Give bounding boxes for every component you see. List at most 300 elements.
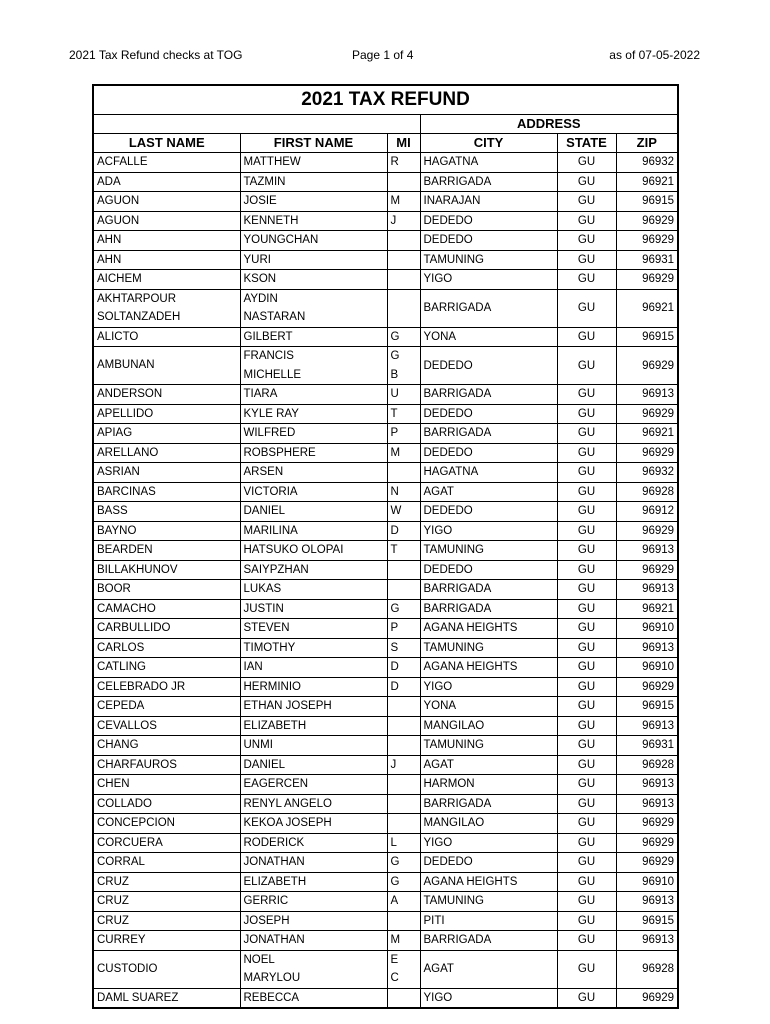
last-name-cell-line: CATLING [97, 661, 146, 673]
city-cell: BARRIGADA [420, 580, 557, 600]
last-name-cell [93, 853, 240, 873]
first-name-cell-line: TAZMIN [243, 175, 286, 188]
zip-cell: 96915 [616, 911, 678, 931]
state-cell: GU [557, 192, 616, 212]
first-name-cell-line: MARILINA [243, 524, 298, 537]
table-row [93, 289, 678, 327]
last-name-cell [93, 153, 240, 173]
first-name-cell-line: RENYL ANGELO [243, 797, 332, 810]
first-name-cell-line: KYLE RAY [243, 407, 299, 420]
last-name-cell-line: SOLTANZADEH [97, 311, 181, 323]
first-name-cell-line: FRANCIS [243, 350, 294, 362]
table-row [93, 794, 678, 814]
first-name-cell [240, 463, 387, 483]
first-name-cell [240, 521, 387, 541]
middle-initial-cell [387, 697, 420, 717]
city-cell: AGAT [420, 950, 557, 988]
table-row [93, 988, 678, 1008]
last-name-cell [93, 443, 240, 463]
first-name-cell-line: YURI [243, 253, 271, 266]
city-cell: BARRIGADA [420, 385, 557, 405]
first-name-cell-line: ELIZABETH [243, 719, 307, 732]
middle-initial-cell-line: M [390, 934, 401, 946]
first-name-cell [240, 658, 387, 678]
page-header-left: 2021 Tax Refund checks at TOG [69, 48, 243, 62]
first-name-cell [240, 153, 387, 173]
middle-initial-cell [387, 658, 420, 678]
last-name-cell [93, 385, 240, 405]
first-name-cell-line: GERRIC [243, 895, 289, 907]
column-header-zip: ZIP [616, 134, 678, 153]
table-row [93, 270, 678, 290]
table-row [93, 814, 678, 834]
first-name-cell [240, 892, 387, 912]
table-row [93, 521, 678, 541]
city-cell: AGANA HEIGHTS [420, 658, 557, 678]
zip-cell: 96910 [616, 619, 678, 639]
last-name-cell [93, 192, 240, 212]
state-cell: GU [557, 833, 616, 853]
middle-initial-cell-line: E [390, 953, 399, 966]
table-row [93, 599, 678, 619]
table-row [93, 347, 678, 385]
zip-cell: 96913 [616, 892, 678, 912]
state-cell: GU [557, 347, 616, 385]
first-name-cell [240, 424, 387, 444]
state-cell: GU [557, 755, 616, 775]
middle-initial-cell [387, 327, 420, 347]
table-row [93, 892, 678, 912]
middle-initial-cell [387, 638, 420, 658]
middle-initial-cell-line: D [390, 680, 399, 693]
first-name-cell [240, 814, 387, 834]
last-name-cell-line: ACFALLE [97, 156, 148, 168]
zip-cell: 96929 [616, 270, 678, 290]
first-name-cell [240, 250, 387, 270]
state-cell: GU [557, 677, 616, 697]
middle-initial-cell [387, 988, 420, 1008]
middle-initial-cell-line: M [390, 446, 401, 459]
state-cell: GU [557, 521, 616, 541]
city-cell: BARRIGADA [420, 599, 557, 619]
last-name-cell-line: ADA [97, 175, 121, 188]
last-name-cell-line: AGUON [97, 214, 140, 227]
first-name-cell-line: MATTHEW [243, 156, 301, 168]
first-name-cell [240, 580, 387, 600]
zip-cell: 96929 [616, 231, 678, 251]
state-cell: GU [557, 697, 616, 717]
city-cell: DEDEDO [420, 404, 557, 424]
table-row [93, 404, 678, 424]
first-name-cell-line: JONATHAN [243, 856, 305, 868]
zip-cell: 96929 [616, 211, 678, 231]
first-name-cell-line: DANIEL [243, 758, 286, 771]
middle-initial-cell [387, 677, 420, 697]
last-name-cell [93, 599, 240, 619]
first-name-cell [240, 327, 387, 347]
last-name-cell [93, 521, 240, 541]
middle-initial-cell [387, 619, 420, 639]
table-row [93, 950, 678, 988]
city-cell: DEDEDO [420, 211, 557, 231]
last-name-cell [93, 872, 240, 892]
zip-cell: 96929 [616, 347, 678, 385]
table-row [93, 541, 678, 561]
zip-cell: 96913 [616, 716, 678, 736]
first-name-cell-line: YOUNGCHAN [243, 234, 319, 246]
middle-initial-cell-line: T [390, 544, 398, 556]
state-cell: GU [557, 892, 616, 912]
state-cell: GU [557, 424, 616, 444]
table-row [93, 443, 678, 463]
first-name-cell-line: EAGERCEN [243, 778, 309, 790]
last-name-cell [93, 814, 240, 834]
middle-initial-cell-line: P [390, 622, 399, 634]
last-name-cell [93, 250, 240, 270]
table-row [93, 716, 678, 736]
city-cell: BARRIGADA [420, 289, 557, 327]
state-cell: GU [557, 988, 616, 1008]
zip-cell: 96932 [616, 153, 678, 173]
middle-initial-cell [387, 872, 420, 892]
first-name-cell [240, 172, 387, 192]
city-cell: DEDEDO [420, 560, 557, 580]
state-cell: GU [557, 231, 616, 251]
city-cell: MANGILAO [420, 814, 557, 834]
city-cell: AGANA HEIGHTS [420, 619, 557, 639]
last-name-cell [93, 794, 240, 814]
first-name-cell [240, 231, 387, 251]
first-name-cell [240, 755, 387, 775]
middle-initial-cell-line: L [390, 836, 397, 849]
middle-initial-cell [387, 404, 420, 424]
state-cell: GU [557, 872, 616, 892]
table-body [93, 153, 678, 1009]
city-cell: YIGO [420, 521, 557, 541]
table-row [93, 580, 678, 600]
first-name-cell [240, 638, 387, 658]
first-name-cell [240, 853, 387, 873]
first-name-cell [240, 619, 387, 639]
first-name-cell [240, 736, 387, 756]
first-name-cell-line: STEVEN [243, 622, 290, 634]
last-name-cell-line: CUSTODIO [97, 962, 158, 975]
zip-cell: 96915 [616, 327, 678, 347]
middle-initial-cell-line: U [390, 388, 399, 400]
zip-cell: 96932 [616, 463, 678, 483]
first-name-cell [240, 697, 387, 717]
middle-initial-cell-line: C [390, 972, 399, 984]
table-row [93, 736, 678, 756]
middle-initial-cell [387, 385, 420, 405]
first-name-cell-line: TIARA [243, 388, 278, 400]
city-cell: DEDEDO [420, 502, 557, 522]
table-row [93, 833, 678, 853]
city-cell: BARRIGADA [420, 931, 557, 951]
middle-initial-cell [387, 560, 420, 580]
first-name-cell-line: JOSIE [243, 195, 277, 207]
middle-initial-cell-line: G [390, 330, 400, 343]
last-name-cell [93, 638, 240, 658]
zip-cell: 96913 [616, 385, 678, 405]
middle-initial-cell-line: R [390, 156, 399, 168]
table-row [93, 911, 678, 931]
city-cell: MANGILAO [420, 716, 557, 736]
last-name-cell-line: BARCINAS [97, 485, 156, 498]
first-name-cell [240, 560, 387, 580]
state-cell: GU [557, 327, 616, 347]
last-name-cell-line: AHN [97, 253, 122, 266]
first-name-cell-line: ETHAN JOSEPH [243, 700, 332, 712]
table-row [93, 327, 678, 347]
address-group-header: ADDRESS [420, 115, 678, 134]
city-cell: TAMUNING [420, 541, 557, 561]
column-header-mi: MI [387, 134, 420, 153]
state-cell: GU [557, 443, 616, 463]
middle-initial-cell [387, 172, 420, 192]
middle-initial-cell [387, 794, 420, 814]
last-name-cell [93, 775, 240, 795]
last-name-cell-line: CAMACHO [97, 602, 156, 615]
table-row [93, 250, 678, 270]
last-name-cell [93, 658, 240, 678]
zip-cell: 96929 [616, 853, 678, 873]
last-name-cell-line: AMBUNAN [97, 359, 155, 372]
last-name-cell [93, 950, 240, 988]
last-name-cell [93, 502, 240, 522]
zip-cell: 96910 [616, 872, 678, 892]
last-name-cell [93, 911, 240, 931]
last-name-cell-line: CRUZ [97, 914, 129, 927]
last-name-cell-line: ARELLANO [97, 446, 159, 459]
middle-initial-cell [387, 931, 420, 951]
middle-initial-cell [387, 153, 420, 173]
last-name-cell-line: ANDERSON [97, 388, 163, 400]
first-name-cell-line: MARYLOU [243, 972, 301, 984]
last-name-cell-line: CORRAL [97, 856, 145, 868]
middle-initial-cell-line: B [390, 368, 399, 381]
last-name-cell-line: AICHEM [97, 273, 142, 285]
state-cell: GU [557, 463, 616, 483]
middle-initial-cell-line: G [390, 856, 400, 868]
first-name-cell-line: SAIYPZHAN [243, 563, 309, 576]
middle-initial-cell-line: S [390, 641, 399, 654]
state-cell: GU [557, 172, 616, 192]
last-name-cell-line: AHN [97, 234, 122, 246]
state-cell: GU [557, 289, 616, 327]
last-name-cell [93, 755, 240, 775]
middle-initial-cell [387, 424, 420, 444]
last-name-cell-line: COLLADO [97, 797, 152, 810]
state-cell: GU [557, 619, 616, 639]
table-row [93, 560, 678, 580]
city-cell: AGANA HEIGHTS [420, 872, 557, 892]
table-row [93, 482, 678, 502]
city-cell: YONA [420, 697, 557, 717]
city-cell: TAMUNING [420, 736, 557, 756]
zip-cell: 96915 [616, 697, 678, 717]
first-name-cell-line: TIMOTHY [243, 641, 296, 654]
city-cell: TAMUNING [420, 638, 557, 658]
table-row [93, 619, 678, 639]
tax-refund-table [92, 84, 679, 1009]
middle-initial-cell [387, 192, 420, 212]
last-name-cell-line: CHEN [97, 778, 130, 790]
last-name-cell [93, 697, 240, 717]
first-name-cell-line: NOEL [243, 953, 275, 966]
middle-initial-cell-line: T [390, 407, 398, 420]
first-name-cell [240, 385, 387, 405]
table-row [93, 192, 678, 212]
group-header-row [93, 115, 678, 134]
first-name-cell [240, 794, 387, 814]
zip-cell: 96913 [616, 580, 678, 600]
last-name-cell-line: AGUON [97, 195, 140, 207]
first-name-cell [240, 716, 387, 736]
last-name-cell-line: BAYNO [97, 524, 137, 537]
column-header-state: STATE [557, 134, 616, 153]
first-name-cell-line: ARSEN [243, 466, 284, 478]
last-name-cell [93, 231, 240, 251]
middle-initial-cell [387, 482, 420, 502]
city-cell: HARMON [420, 775, 557, 795]
city-cell: BARRIGADA [420, 172, 557, 192]
first-name-cell-line: ROBSPHERE [243, 446, 316, 459]
middle-initial-cell [387, 911, 420, 931]
last-name-cell-line: CHARFAUROS [97, 758, 177, 771]
first-name-cell [240, 872, 387, 892]
first-name-cell [240, 541, 387, 561]
last-name-cell [93, 892, 240, 912]
city-cell: TAMUNING [420, 250, 557, 270]
last-name-cell [93, 988, 240, 1008]
last-name-cell-line: BILLAKHUNOV [97, 563, 178, 576]
table-row [93, 697, 678, 717]
first-name-cell [240, 270, 387, 290]
city-cell: INARAJAN [420, 192, 557, 212]
middle-initial-cell [387, 599, 420, 619]
first-name-cell [240, 931, 387, 951]
last-name-cell [93, 270, 240, 290]
zip-cell: 96931 [616, 736, 678, 756]
first-name-cell-line: REBECCA [243, 991, 300, 1004]
last-name-cell [93, 347, 240, 385]
middle-initial-cell [387, 250, 420, 270]
city-cell: YIGO [420, 833, 557, 853]
middle-initial-cell [387, 950, 420, 988]
last-name-cell-line: CORCUERA [97, 836, 163, 849]
state-cell: GU [557, 599, 616, 619]
city-cell: AGAT [420, 482, 557, 502]
last-name-cell [93, 560, 240, 580]
city-cell: DEDEDO [420, 443, 557, 463]
first-name-cell-line: VICTORIA [243, 485, 298, 498]
middle-initial-cell-line: J [390, 214, 397, 227]
middle-initial-cell-line: W [390, 505, 402, 517]
state-cell: GU [557, 385, 616, 405]
zip-cell: 96913 [616, 541, 678, 561]
city-cell: YIGO [420, 270, 557, 290]
zip-cell: 96928 [616, 482, 678, 502]
first-name-cell [240, 502, 387, 522]
state-cell: GU [557, 716, 616, 736]
city-cell: HAGATNA [420, 463, 557, 483]
zip-cell: 96913 [616, 775, 678, 795]
middle-initial-cell-line: G [390, 602, 400, 615]
zip-cell: 96915 [616, 192, 678, 212]
state-cell: GU [557, 560, 616, 580]
city-cell: DEDEDO [420, 231, 557, 251]
table-row [93, 853, 678, 873]
city-cell: YONA [420, 327, 557, 347]
last-name-cell [93, 463, 240, 483]
last-name-cell-line: CARBULLIDO [97, 622, 171, 634]
middle-initial-cell-line: G [390, 875, 400, 888]
table-row [93, 931, 678, 951]
last-name-cell-line: AKHTARPOUR [97, 292, 177, 305]
state-cell: GU [557, 775, 616, 795]
middle-initial-cell-line: N [390, 485, 399, 498]
city-cell: DEDEDO [420, 853, 557, 873]
middle-initial-cell-line: G [390, 350, 400, 362]
zip-cell: 96921 [616, 172, 678, 192]
last-name-cell [93, 580, 240, 600]
state-cell: GU [557, 736, 616, 756]
city-cell: TAMUNING [420, 892, 557, 912]
middle-initial-cell-line: D [390, 524, 399, 537]
middle-initial-cell-line: P [390, 427, 399, 439]
zip-cell: 96929 [616, 560, 678, 580]
last-name-cell-line: BASS [97, 505, 128, 517]
last-name-cell-line: ALICTO [97, 330, 139, 343]
column-header-last-name: LAST NAME [93, 134, 240, 153]
first-name-cell [240, 599, 387, 619]
zip-cell: 96929 [616, 988, 678, 1008]
state-cell: GU [557, 482, 616, 502]
middle-initial-cell [387, 443, 420, 463]
state-cell: GU [557, 658, 616, 678]
first-name-cell-line: WILFRED [243, 427, 296, 439]
first-name-cell-line: LUKAS [243, 583, 282, 595]
table-title-row [93, 85, 678, 115]
city-cell: BARRIGADA [420, 424, 557, 444]
last-name-cell-line: APELLIDO [97, 407, 154, 420]
last-name-cell-line: CEVALLOS [97, 719, 157, 732]
first-name-cell-line: RODERICK [243, 836, 305, 849]
state-cell: GU [557, 911, 616, 931]
zip-cell: 96929 [616, 833, 678, 853]
table-title: 2021 TAX REFUND [93, 85, 678, 115]
last-name-cell [93, 677, 240, 697]
city-cell: AGAT [420, 755, 557, 775]
middle-initial-cell [387, 289, 420, 327]
table-row [93, 775, 678, 795]
middle-initial-cell [387, 814, 420, 834]
first-name-cell [240, 677, 387, 697]
first-name-cell [240, 911, 387, 931]
zip-cell: 96929 [616, 677, 678, 697]
last-name-cell [93, 327, 240, 347]
city-cell: YIGO [420, 677, 557, 697]
first-name-cell [240, 775, 387, 795]
middle-initial-cell [387, 347, 420, 385]
zip-cell: 96921 [616, 424, 678, 444]
middle-initial-cell [387, 853, 420, 873]
report-date: as of 07-05-2022 [609, 48, 700, 62]
last-name-cell-line: BOOR [97, 583, 131, 595]
zip-cell: 96928 [616, 950, 678, 988]
first-name-cell-line: JUSTIN [243, 602, 284, 615]
